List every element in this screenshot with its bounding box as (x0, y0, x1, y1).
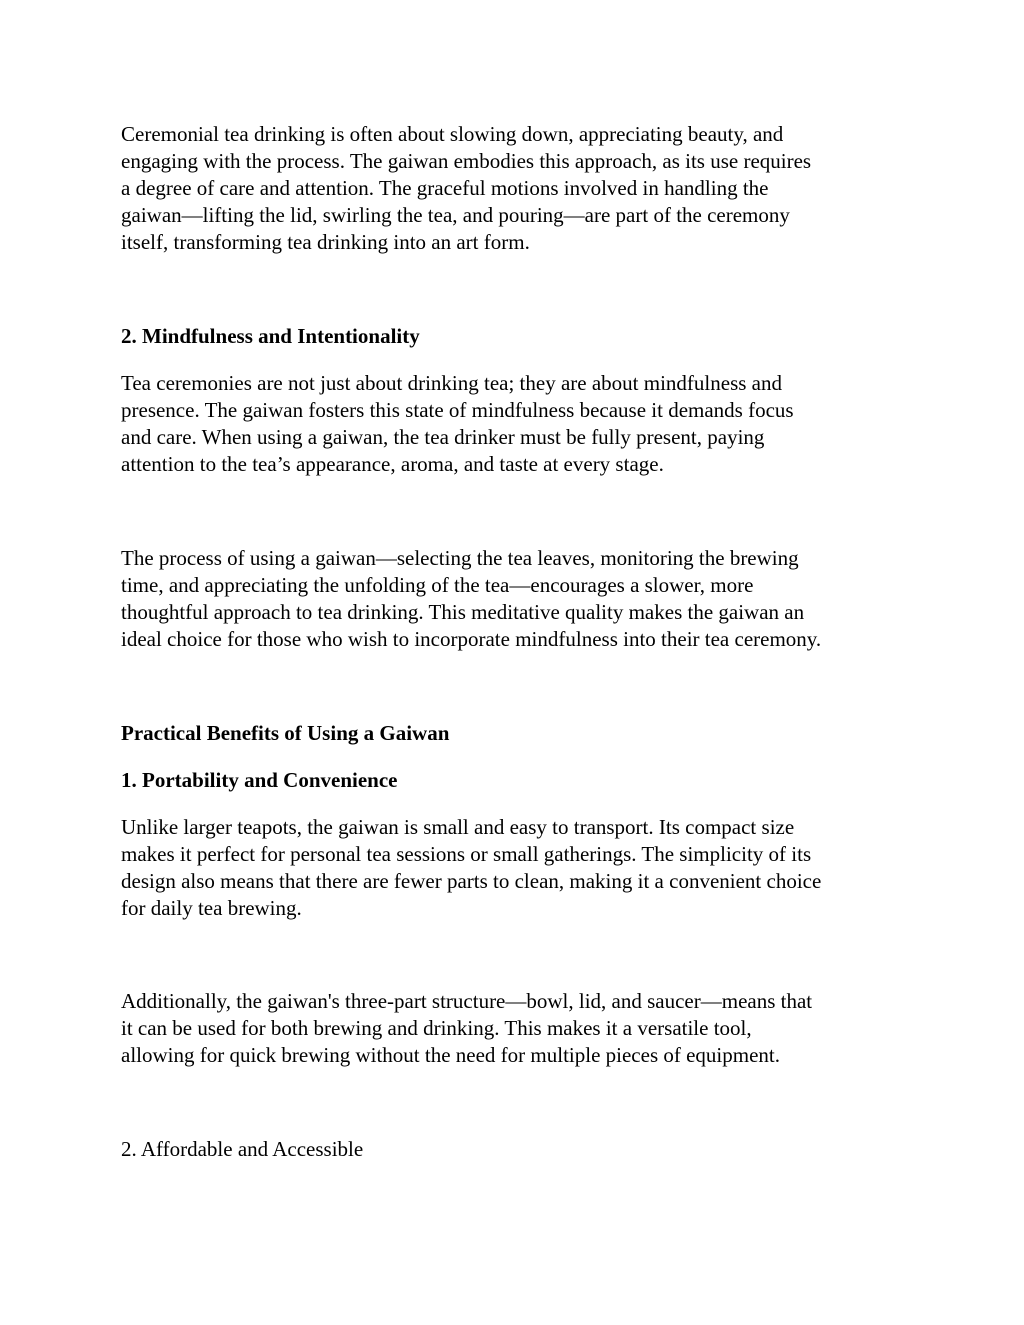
text-line: and care. When using a gaiwan, the tea drinker must be fully present, paying (121, 425, 765, 449)
paragraph-structure (121, 988, 921, 1069)
heading-text: 1. Portability and Convenience (121, 768, 398, 792)
heading-text: 2. Mindfulness and Intentionality (121, 324, 420, 348)
text-line: it can be used for both brewing and drinking. This makes it a versatile tool, (121, 1016, 752, 1040)
heading-mindfulness (121, 323, 921, 350)
text-line: thoughtful approach to tea drinking. This meditative quality makes the gaiwan an (121, 600, 805, 624)
heading-text: 2. Affordable and Accessible (121, 1137, 364, 1161)
heading-affordable (121, 1136, 921, 1163)
text-line: a degree of care and attention. The graceful motions involved in handling the (121, 176, 769, 200)
text-line: attention to the tea’s appearance, aroma, and taste at every stage. (121, 452, 664, 476)
heading-portability (121, 767, 921, 794)
text-line: design also means that there are fewer parts to clean, making it a convenient choice (121, 869, 822, 893)
text-line: Ceremonial tea drinking is often about slowing down, appreciating beauty, and (121, 122, 784, 146)
text-line: ideal choice for those who wish to incorporate mindfulness into their tea ceremony. (121, 627, 822, 651)
text-line: Unlike larger teapots, the gaiwan is small and easy to transport. Its compact size (121, 815, 795, 839)
paragraph-mindfulness (121, 370, 921, 478)
text-line: for daily tea brewing. (121, 896, 302, 920)
text-line: allowing for quick brewing without the need for multiple pieces of equipment. (121, 1043, 780, 1067)
text-line: time, and appreciating the unfolding of the tea—encourages a slower, more (121, 573, 754, 597)
paragraph-ceremonial (121, 121, 921, 256)
text-line: makes it perfect for personal tea sessions or small gatherings. The simplicity of its (121, 842, 812, 866)
text-line: presence. The gaiwan fosters this state of mindfulness because it demands focus (121, 398, 794, 422)
text-line: gaiwan—lifting the lid, swirling the tea, and pouring—are part of the ceremony (121, 203, 790, 227)
text-line: engaging with the process. The gaiwan embodies this approach, as its use requires (121, 149, 812, 173)
text-line: Tea ceremonies are not just about drinking tea; they are about mindfulness and (121, 371, 782, 395)
text-line: The process of using a gaiwan—selecting the tea leaves, monitoring the brewing (121, 546, 799, 570)
text-line: Additionally, the gaiwan's three-part structure—bowl, lid, and saucer—means that (121, 989, 813, 1013)
heading-text: Practical Benefits of Using a Gaiwan (121, 721, 450, 745)
text-line: itself, transforming tea drinking into an art form. (121, 230, 530, 254)
paragraph-portability (121, 814, 921, 922)
heading-practical-benefits (121, 720, 921, 747)
paragraph-process (121, 545, 921, 653)
